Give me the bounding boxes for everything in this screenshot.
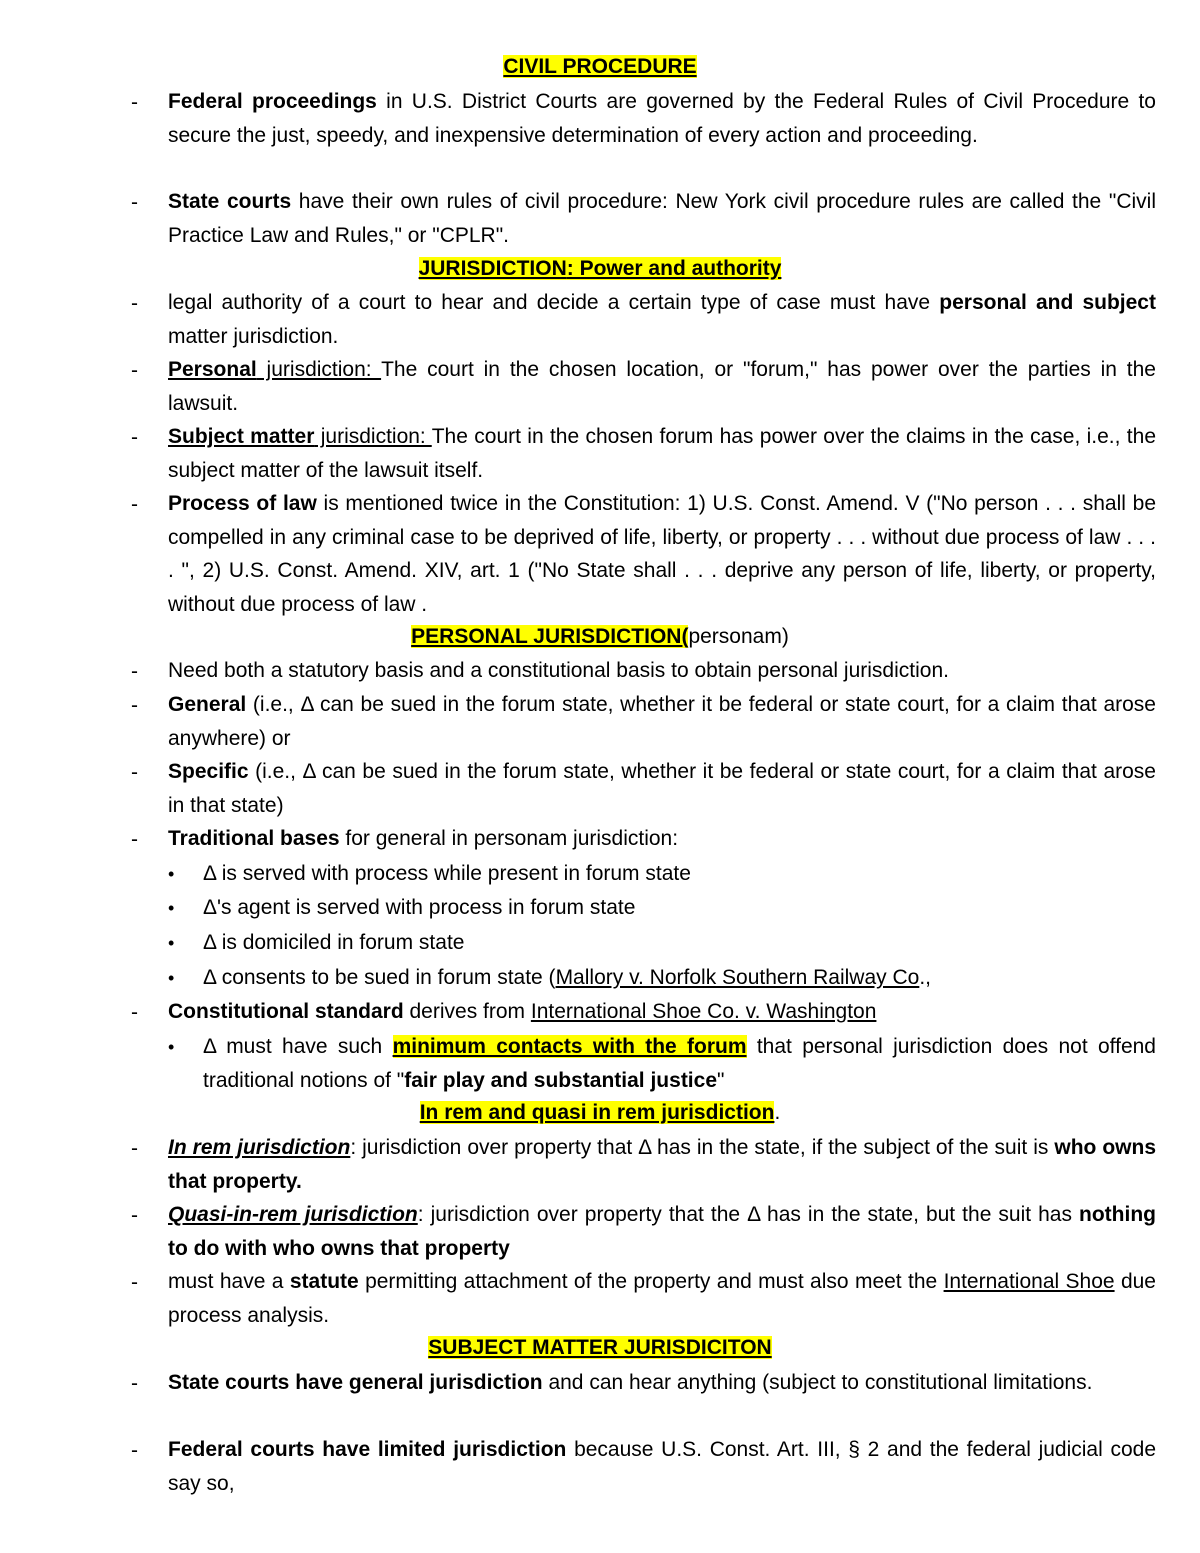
item-text: ., bbox=[919, 966, 931, 989]
item-text: due process analysis. bbox=[168, 1270, 1156, 1327]
dash-marker: - bbox=[131, 1372, 138, 1395]
bold-italic-term: In rem jurisdiction bbox=[168, 1136, 351, 1159]
bold-term: State courts have general jurisdiction bbox=[168, 1371, 543, 1394]
dash-marker: - bbox=[131, 1204, 138, 1227]
case-citation: International Shoe Co. v. Washington bbox=[530, 1000, 877, 1023]
dash-marker: - bbox=[131, 191, 138, 214]
bold-term: Federal proceedings bbox=[168, 90, 377, 113]
bold-term: Process of law bbox=[168, 492, 317, 515]
sub-list-item bbox=[203, 961, 1156, 995]
list-item bbox=[168, 1433, 1156, 1500]
list-item bbox=[168, 755, 1156, 822]
list-item bbox=[168, 1198, 1156, 1265]
bold-term: Traditional bases bbox=[168, 827, 340, 850]
bold-term: Subject matter bbox=[168, 425, 315, 448]
list-item bbox=[168, 654, 1156, 688]
bold-term: who owns that property. bbox=[168, 1136, 1156, 1193]
heading-text: PERSONAL JURISDICTION( bbox=[411, 625, 689, 648]
item-text: for general in personam jurisdiction: bbox=[339, 827, 679, 850]
heading-civil-procedure bbox=[0, 52, 1200, 82]
bold-term: Constitutional standard bbox=[168, 1000, 404, 1023]
underlined-text: jurisdiction: bbox=[256, 358, 382, 381]
heading-text: SUBJECT MATTER JURISDICITON bbox=[428, 1336, 772, 1359]
sub-list-item: Δ is domiciled in forum state bbox=[203, 931, 465, 954]
item-text: permitting attachment of the property and must also meet the bbox=[358, 1270, 944, 1293]
item-text: (i.e., Δ can be sued in the forum state, whether it be federal or state court, for a claim that arose anywhere) or bbox=[168, 693, 1156, 750]
list-item bbox=[168, 1366, 1156, 1400]
item-text: derives from bbox=[403, 1000, 531, 1023]
list-item bbox=[168, 286, 1156, 353]
heading-in-rem bbox=[0, 1098, 1200, 1128]
item-text: Need both a statutory basis and a constitutional basis to obtain personal jurisdiction. bbox=[168, 659, 949, 682]
list-item bbox=[168, 185, 1156, 252]
item-text: legal authority of a court to hear and decide a certain type of case must have bbox=[168, 291, 940, 314]
dash-marker: - bbox=[131, 292, 138, 315]
heading-subtext: : Power and authority bbox=[566, 257, 782, 280]
heading-jurisdiction bbox=[0, 254, 1200, 284]
dash-marker: - bbox=[131, 1137, 138, 1160]
highlighted-term: minimum contacts with the forum bbox=[392, 1035, 747, 1058]
item-text: The court in the chosen location, or "forum," has power over the parties in the lawsuit. bbox=[168, 358, 1156, 415]
list-item bbox=[168, 822, 1156, 856]
item-text: Δ must have such bbox=[203, 1035, 393, 1058]
dash-marker: - bbox=[131, 694, 138, 717]
dash-marker: - bbox=[131, 493, 138, 516]
heading-text: In rem and quasi in rem jurisdiction bbox=[419, 1101, 775, 1124]
dash-marker: - bbox=[131, 1439, 138, 1462]
heading-period: . bbox=[774, 1101, 781, 1124]
bold-term: Specific bbox=[168, 760, 249, 783]
item-text: because U.S. Const. Art. III, § 2 and the federal judicial code say so, bbox=[168, 1438, 1157, 1495]
sub-list-item: Δ's agent is served with process in forum state bbox=[203, 896, 636, 919]
dash-marker: - bbox=[131, 1001, 138, 1024]
dash-marker: - bbox=[131, 761, 138, 784]
list-item bbox=[168, 995, 1156, 1029]
heading-text: JURISDICTION bbox=[418, 257, 567, 280]
bold-term: Federal courts have limited jurisdiction bbox=[168, 1438, 567, 1461]
dash-marker: - bbox=[131, 1271, 138, 1294]
bold-term: nothing to do with who owns that property bbox=[168, 1203, 1156, 1260]
bold-term: fair play and substantial justice bbox=[404, 1068, 718, 1092]
bullet-marker: • bbox=[168, 864, 175, 884]
item-text: is mentioned twice in the Constitution: 1) U.S. Const. Amend. V ("No person . . . shall be compelled in any criminal case to be deprived of life, liberty, or property . . . without due process of law . . . . ", 2) U.S. Const. Amend. XIV, art. 1 ("No State shall . . . deprive any person of life, liberty, or property, without due process of law . bbox=[168, 492, 1156, 616]
list-item bbox=[168, 420, 1156, 487]
bold-term: statute bbox=[289, 1270, 359, 1293]
item-text: that personal jurisdiction does not offend traditional notions of " bbox=[203, 1035, 1156, 1092]
heading-personal-jurisdiction bbox=[0, 622, 1200, 652]
item-text: The court in the chosen forum has power over the claims in the case, i.e., the subject matter of the lawsuit itself. bbox=[168, 425, 1156, 482]
item-text: and can hear anything (subject to constitutional limitations. bbox=[542, 1371, 1093, 1394]
heading-subject-matter bbox=[0, 1333, 1200, 1363]
bold-term: Personal bbox=[168, 358, 257, 381]
list-item bbox=[168, 487, 1156, 621]
heading-text: CIVIL PROCEDURE bbox=[503, 55, 697, 78]
item-text: (i.e., Δ can be sued in the forum state, whether it be federal or state court, for a claim that arose in that state) bbox=[168, 760, 1156, 817]
item-text: must have a bbox=[168, 1270, 290, 1293]
bold-term: General bbox=[168, 693, 247, 716]
dash-marker: - bbox=[131, 660, 138, 683]
sub-list-item bbox=[203, 1030, 1156, 1097]
case-citation: Mallory v. Norfolk Southern Railway Co bbox=[555, 966, 920, 989]
item-text: in U.S. District Courts are governed by the Federal Rules of Civil Procedure to secure the just, speedy, and inexpensive determination of every action and proceeding. bbox=[168, 90, 1156, 147]
list-item bbox=[168, 1131, 1156, 1198]
dash-marker: - bbox=[131, 359, 138, 382]
underlined-text: jurisdiction: bbox=[314, 425, 432, 448]
item-text: have their own rules of civil procedure: New York civil procedure rules are called the "Civil Practice Law and Rules," or "CPLR". bbox=[168, 190, 1156, 247]
bold-italic-term: Quasi-in-rem jurisdiction bbox=[168, 1203, 418, 1226]
bullet-marker: • bbox=[168, 933, 175, 953]
dash-marker: - bbox=[131, 828, 138, 851]
item-text: matter jurisdiction. bbox=[168, 324, 339, 348]
heading-subtext: personam) bbox=[688, 625, 789, 648]
list-item bbox=[168, 85, 1156, 152]
bold-term: State courts bbox=[168, 190, 292, 213]
bullet-marker: • bbox=[168, 1037, 175, 1057]
item-text: " bbox=[717, 1068, 725, 1092]
bullet-marker: • bbox=[168, 968, 175, 988]
item-text: : jurisdiction over property that the Δ has in the state, but the suit has bbox=[417, 1203, 1080, 1226]
case-citation: International Shoe bbox=[943, 1270, 1115, 1293]
list-item bbox=[168, 1265, 1156, 1332]
dash-marker: - bbox=[131, 426, 138, 449]
dash-marker: - bbox=[131, 91, 138, 114]
item-text: Δ consents to be sued in forum state ( bbox=[203, 966, 556, 989]
bold-term: personal and subject bbox=[939, 291, 1156, 314]
list-item bbox=[168, 688, 1156, 755]
bullet-marker: • bbox=[168, 898, 175, 918]
list-item bbox=[168, 353, 1156, 420]
item-text: : jurisdiction over property that Δ has in the state, if the subject of the suit is bbox=[350, 1136, 1055, 1159]
sub-list-item: Δ is served with process while present in forum state bbox=[203, 862, 691, 885]
